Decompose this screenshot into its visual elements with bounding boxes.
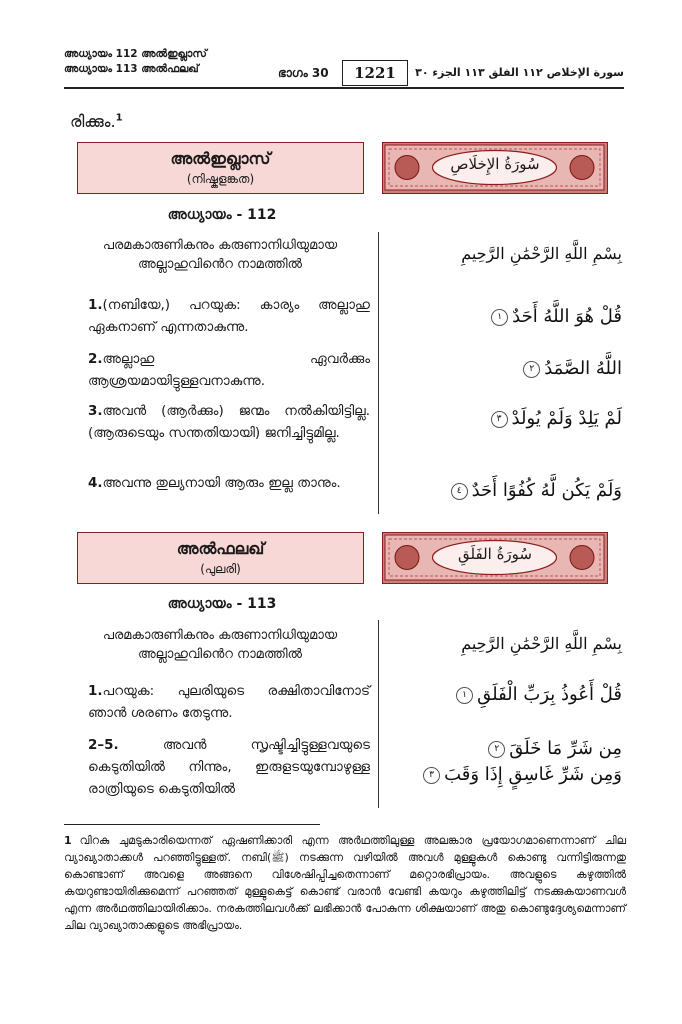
ayah-marker-icon: ١ bbox=[491, 309, 508, 326]
verse-112-3 bbox=[88, 400, 370, 444]
surah-113-chapter: അധ്യായം - 113 bbox=[167, 596, 277, 612]
bismillah-ml-112-line2: അല്ലാഹുവിൻെറ നാമത്തിൽ bbox=[137, 257, 303, 272]
surah-112-chapter: അധ്യായം - 112 bbox=[167, 207, 277, 223]
ayah-marker-icon: ٢ bbox=[523, 361, 540, 378]
verse-text: അല്ലാഹു ഏവർക്കും ആശ്രയമായിട്ടുള്ളവനാകുന്നു. bbox=[88, 351, 370, 389]
header-line-1: അധ്യായം 112 അൽഇഖ്ലാസ് bbox=[64, 48, 207, 60]
surah-113-banner-text: سُورَةُ الفَلَقِ bbox=[458, 545, 532, 563]
verse-number: 4. bbox=[88, 475, 103, 491]
bismillah-ar-113: بِسْمِ اللَّهِ الرَّحْمَٰنِ الرَّحِيمِ bbox=[461, 634, 622, 653]
arabic-113-1 bbox=[402, 684, 622, 705]
bismillah-ml-112-line1: പരമകാരുണികനും കരുണാനിധിയുമായ bbox=[102, 238, 338, 253]
arabic-text: اللَّهُ الصَّمَدُ bbox=[544, 358, 622, 379]
bismillah-ml-113 bbox=[70, 626, 370, 664]
bismillah-ml-113-line1: പരമകാരുണികനും കരുണാനിധിയുമായ bbox=[102, 628, 338, 643]
running-header-right-arabic: سورة الإخلاص ١١٢ الفلق ١١٣ الجزء ٣٠ bbox=[415, 66, 624, 79]
surah-112-title: അൽഇഖ്ലാസ് bbox=[170, 149, 271, 168]
page-number: 1221 bbox=[342, 60, 408, 86]
part-label: ഭാഗം 30 bbox=[278, 66, 329, 80]
bismillah-ar-112: بِسْمِ اللَّهِ الرَّحْمَٰنِ الرَّحِيمِ bbox=[461, 244, 622, 263]
verse-112-4 bbox=[88, 472, 370, 494]
ayah-marker-icon: ١ bbox=[456, 687, 473, 704]
verse-number: 1. bbox=[88, 297, 103, 313]
surah-113-title-box bbox=[77, 532, 364, 584]
verse-text: അവൻ (ആർക്കും) ജന്മം നൽകിയിട്ടില്ല. (ആരുടെയും സന്തതിയായി) ജനിച്ചിട്ടുമില്ല. bbox=[88, 403, 370, 441]
arabic-112-4 bbox=[402, 480, 622, 501]
continuation-word: രിക്കും. bbox=[70, 112, 116, 131]
arabic-112-3 bbox=[402, 408, 622, 429]
surah-112-banner-text: سُورَةُ الإِخلَاصِ bbox=[450, 155, 540, 173]
footnote bbox=[64, 832, 626, 934]
surah-113-title: അൽഫലഖ് bbox=[176, 539, 265, 558]
verse-number: 2. bbox=[88, 351, 103, 367]
arabic-text: قُلْ هُوَ اللَّهُ أَحَدٌ bbox=[512, 306, 622, 327]
arabic-113-2 bbox=[402, 738, 622, 759]
footnote-ref[interactable]: 1 bbox=[115, 112, 123, 124]
verse-113-2-5 bbox=[88, 734, 370, 800]
arabic-text: وَمِن شَرِّ غَاسِقٍ إِذَا وَقَبَ bbox=[444, 764, 622, 785]
verse-number: 2–5. bbox=[88, 737, 119, 753]
arabic-113-3 bbox=[402, 764, 622, 785]
arabic-112-2 bbox=[402, 358, 622, 379]
arabic-text: مِن شَرِّ مَا خَلَقَ bbox=[509, 738, 622, 759]
ayah-marker-icon: ٣ bbox=[491, 411, 508, 428]
footnote-rule bbox=[64, 824, 320, 825]
verse-text: പറയുക: പുലരിയുടെ രക്ഷിതാവിനോട് ഞാൻ ശരണം തേടുന്നു. bbox=[88, 683, 370, 721]
verse-number: 3. bbox=[88, 403, 103, 419]
header-line-2: അധ്യായം 113 അൽഫലഖ് bbox=[64, 63, 199, 75]
ayah-marker-icon: ٣ bbox=[423, 767, 440, 784]
verse-text: (നബിയേ,) പറയുക: കാര്യം അല്ലാഹു ഏകനാണ് എന്നതാകുന്നു. bbox=[88, 297, 370, 335]
continuation-text bbox=[70, 112, 123, 132]
surah-113-subtitle: (പുലരി) bbox=[200, 562, 241, 576]
arabic-112-1 bbox=[402, 306, 622, 327]
verse-number: 1. bbox=[88, 683, 103, 699]
running-header-left bbox=[64, 47, 207, 77]
verse-112-2 bbox=[88, 348, 370, 392]
ayah-marker-icon: ٤ bbox=[451, 483, 468, 500]
surah-112-title-box bbox=[77, 142, 364, 194]
verse-text: അവൻ സൃഷ്ടിച്ചിട്ടുള്ളവയുടെ കെടുതിയിൽ നിന്നും, ഇരുളടയുമ്പോഴുള്ള രാത്രിയുടെ കെടുതിയിൽ bbox=[88, 737, 371, 797]
verse-113-1 bbox=[88, 680, 370, 724]
arabic-text: قُلْ أَعُوذُ بِرَبِّ الْفَلَقِ bbox=[477, 684, 622, 705]
header-rule bbox=[64, 87, 624, 89]
verse-112-1 bbox=[88, 294, 370, 338]
ayah-marker-icon: ٢ bbox=[488, 741, 505, 758]
verse-text: അവന്നു തുല്യനായി ആരും ഇല്ല താനും. bbox=[102, 475, 341, 491]
surah-112-subtitle: (നിഷ്കളങ്കത) bbox=[186, 172, 255, 186]
column-divider-112 bbox=[378, 232, 379, 514]
arabic-text: وَلَمْ يَكُن لَّهُ كُفُوًا أَحَدٌ bbox=[471, 480, 622, 501]
column-divider-113 bbox=[378, 620, 379, 808]
footnote-text: വിറകു ചുമടുകാരിയെന്നത് ഏഷണിക്കാരി എന്ന അർഥത്തിലുള്ള അലങ്കാര പ്രയോഗമാണെന്നാണ് ചില വ്യാഖ്യാതാക്കൾ പറഞ്ഞിട്ടുള്ളത്. നബി(ﷺ) നടക്കുന്ന വഴിയിൽ അവൾ മുള്ളുകൾ കൊണ്ടു വന്നിട്ടിരുന്നതു കൊണ്ടാണ് അവളെ അങ്ങനെ വിശേഷിപ്പിച്ചതെന്നാണ് മറ്റൊരഭിപ്രായം. അവളുടെ കഴുത്തിൽ കയറുണ്ടായിരിക്കുമെന്ന് പറഞ്ഞത് മുള്ളുകെട്ട് കൊണ്ട് വരാൻ വേണ്ടി കയറും കഴുത്തിലിട്ട് നടക്കുകയാണവൾ എന്ന അർഥത്തിലായിരിക്കാം. നരകത്തിലവൾക്ക് ലഭിക്കാൻ പോകുന്ന ശിക്ഷയാണ് അതു കൊണ്ടുദ്ദേശ്യമെന്നാണ് ചില വ്യാഖ്യാതാക്കളുടെ അഭിപ്രായം. bbox=[64, 834, 626, 932]
arabic-text: لَمْ يَلِدْ وَلَمْ يُولَدْ bbox=[511, 408, 622, 429]
footnote-number: 1 bbox=[64, 834, 72, 847]
bismillah-ml-113-line2: അല്ലാഹുവിൻെറ നാമത്തിൽ bbox=[137, 647, 303, 662]
bismillah-ml-112 bbox=[70, 236, 370, 274]
